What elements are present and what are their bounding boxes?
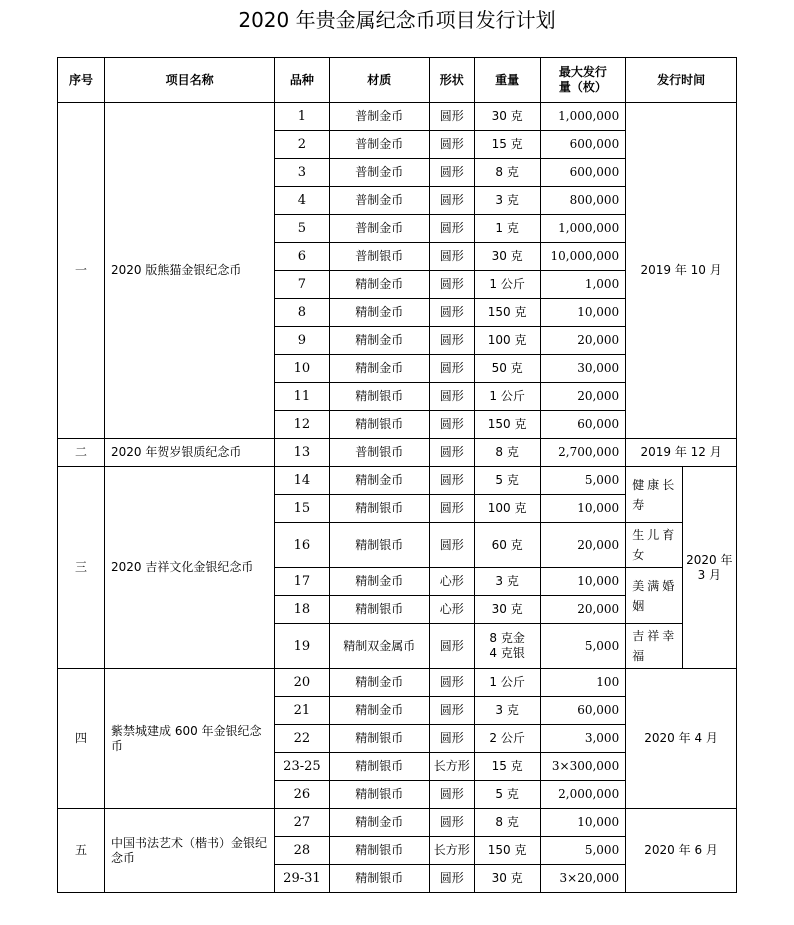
variety-cell: 4 [275,187,329,215]
material-cell: 精制金币 [329,299,429,327]
variety-cell: 13 [275,439,329,467]
header-issue-time: 发行时间 [626,58,737,103]
shape-cell: 圆形 [429,103,474,131]
variety-cell: 15 [275,495,329,523]
variety-cell: 11 [275,383,329,411]
project-seq: 五 [58,809,105,893]
header-material: 材质 [329,58,429,103]
sub-theme-cell: 健康长寿 [626,467,682,523]
max-issue-cell: 800,000 [540,187,626,215]
material-cell: 精制金币 [329,467,429,495]
weight-cell: 8 克 [474,159,540,187]
weight-cell: 1 克 [474,215,540,243]
material-cell: 精制金币 [329,809,429,837]
max-issue-cell: 3,000 [540,725,626,753]
weight-cell: 15 克 [474,753,540,781]
material-cell: 精制银币 [329,837,429,865]
header-name: 项目名称 [105,58,275,103]
issue-plan-table [57,57,737,893]
header-variety: 品种 [275,58,329,103]
material-cell: 精制金币 [329,697,429,725]
shape-cell: 圆形 [429,411,474,439]
max-issue-cell: 20,000 [540,383,626,411]
table-body [58,103,737,893]
max-issue-cell: 20,000 [540,523,626,568]
material-cell: 精制银币 [329,495,429,523]
max-issue-cell: 5,000 [540,467,626,495]
max-issue-cell: 5,000 [540,624,626,669]
weight-cell: 3 克 [474,697,540,725]
weight-cell: 5 克 [474,781,540,809]
max-issue-cell: 10,000,000 [540,243,626,271]
material-cell: 精制银币 [329,411,429,439]
material-cell: 精制银币 [329,523,429,568]
material-cell: 普制金币 [329,187,429,215]
weight-cell: 1 公斤 [474,383,540,411]
table-row [58,467,737,495]
material-cell: 精制银币 [329,725,429,753]
max-issue-cell: 600,000 [540,159,626,187]
shape-cell: 圆形 [429,697,474,725]
weight-cell: 3 克 [474,568,540,596]
variety-cell: 23-25 [275,753,329,781]
weight-cell: 50 克 [474,355,540,383]
weight-cell: 8 克 [474,809,540,837]
project-seq: 一 [58,103,105,439]
variety-cell: 28 [275,837,329,865]
shape-cell: 圆形 [429,299,474,327]
variety-cell: 26 [275,781,329,809]
max-issue-cell: 10,000 [540,568,626,596]
material-cell: 普制金币 [329,103,429,131]
variety-cell: 29-31 [275,865,329,893]
variety-cell: 7 [275,271,329,299]
material-cell: 精制金币 [329,568,429,596]
variety-cell: 21 [275,697,329,725]
shape-cell: 圆形 [429,523,474,568]
sub-theme-cell: 生儿育女 [626,523,682,568]
material-cell: 普制金币 [329,131,429,159]
shape-cell: 圆形 [429,355,474,383]
max-issue-cell: 60,000 [540,411,626,439]
max-issue-cell: 100 [540,669,626,697]
shape-cell: 长方形 [429,837,474,865]
table-row [58,809,737,837]
variety-cell: 8 [275,299,329,327]
material-cell: 精制银币 [329,781,429,809]
variety-cell: 9 [275,327,329,355]
project-name: 2020 版熊猫金银纪念币 [105,103,275,439]
project-name: 2020 吉祥文化金银纪念币 [105,467,275,669]
shape-cell: 心形 [429,568,474,596]
max-issue-cell: 60,000 [540,697,626,725]
weight-cell: 1 公斤 [474,271,540,299]
weight-cell: 150 克 [474,837,540,865]
issue-time-cell: 2020 年 3 月 [682,467,736,669]
variety-cell: 10 [275,355,329,383]
shape-cell: 圆形 [429,781,474,809]
material-cell: 普制银币 [329,243,429,271]
material-cell: 精制银币 [329,596,429,624]
max-issue-cell: 10,000 [540,495,626,523]
material-cell: 普制银币 [329,439,429,467]
page-title: 2020 年贵金属纪念币项目发行计划 [238,8,556,32]
variety-cell: 2 [275,131,329,159]
weight-line: 8 克金 [489,631,525,645]
header-shape: 形状 [429,58,474,103]
weight-cell: 100 克 [474,327,540,355]
weight-cell: 30 克 [474,865,540,893]
max-issue-cell: 10,000 [540,299,626,327]
header-max-issue-line1: 最大发行 [558,65,607,79]
material-cell: 精制银币 [329,383,429,411]
weight-cell: 100 克 [474,495,540,523]
variety-cell: 3 [275,159,329,187]
shape-cell: 圆形 [429,131,474,159]
variety-cell: 19 [275,624,329,669]
variety-cell: 16 [275,523,329,568]
weight-line: 4 克银 [489,646,525,660]
shape-cell: 圆形 [429,809,474,837]
project-name: 中国书法艺术（楷书）金银纪念币 [105,809,275,893]
shape-cell: 圆形 [429,383,474,411]
material-cell: 精制金币 [329,327,429,355]
header-max-issue [540,58,626,103]
weight-cell [474,624,540,669]
weight-cell: 5 克 [474,467,540,495]
issue-time-cell: 2019 年 10 月 [626,103,737,439]
shape-cell: 圆形 [429,271,474,299]
issue-time-cell: 2020 年 6 月 [626,809,737,893]
shape-cell: 圆形 [429,865,474,893]
table-row [58,103,737,131]
project-name: 紫禁城建成 600 年金银纪念币 [105,669,275,809]
max-issue-cell: 3×300,000 [540,753,626,781]
max-issue-cell: 30,000 [540,355,626,383]
material-cell: 精制银币 [329,865,429,893]
shape-cell: 长方形 [429,753,474,781]
project-seq: 二 [58,439,105,467]
shape-cell: 圆形 [429,725,474,753]
shape-cell: 圆形 [429,215,474,243]
table-row [58,669,737,697]
weight-cell: 30 克 [474,243,540,271]
table-row [58,439,737,467]
project-name: 2020 年贺岁银质纪念币 [105,439,275,467]
shape-cell: 圆形 [429,327,474,355]
shape-cell: 心形 [429,596,474,624]
weight-cell: 2 公斤 [474,725,540,753]
header-seq: 序号 [58,58,105,103]
max-issue-cell: 5,000 [540,837,626,865]
variety-cell: 17 [275,568,329,596]
shape-cell: 圆形 [429,243,474,271]
shape-cell: 圆形 [429,439,474,467]
issue-time-cell: 2019 年 12 月 [626,439,737,467]
header-max-issue-line2: 量（枚） [558,80,607,94]
variety-cell: 27 [275,809,329,837]
material-cell: 普制金币 [329,159,429,187]
header-weight: 重量 [474,58,540,103]
shape-cell: 圆形 [429,669,474,697]
max-issue-cell: 20,000 [540,596,626,624]
variety-cell: 6 [275,243,329,271]
weight-cell: 30 克 [474,103,540,131]
variety-cell: 22 [275,725,329,753]
material-cell: 精制金币 [329,355,429,383]
material-cell: 普制金币 [329,215,429,243]
weight-cell: 8 克 [474,439,540,467]
variety-cell: 5 [275,215,329,243]
shape-cell: 圆形 [429,495,474,523]
max-issue-cell: 1,000,000 [540,103,626,131]
shape-cell: 圆形 [429,624,474,669]
weight-cell: 150 克 [474,411,540,439]
max-issue-cell: 1,000,000 [540,215,626,243]
max-issue-cell: 10,000 [540,809,626,837]
weight-cell: 30 克 [474,596,540,624]
material-cell: 精制金币 [329,669,429,697]
issue-time-cell: 2020 年 4 月 [626,669,737,809]
weight-cell: 3 克 [474,187,540,215]
max-issue-cell: 2,700,000 [540,439,626,467]
weight-cell: 60 克 [474,523,540,568]
project-seq: 三 [58,467,105,669]
shape-cell: 圆形 [429,467,474,495]
material-cell: 精制银币 [329,753,429,781]
material-cell: 精制双金属币 [329,624,429,669]
variety-cell: 1 [275,103,329,131]
max-issue-cell: 20,000 [540,327,626,355]
weight-cell: 15 克 [474,131,540,159]
weight-cell: 150 克 [474,299,540,327]
shape-cell: 圆形 [429,159,474,187]
header-row [58,58,737,103]
project-seq: 四 [58,669,105,809]
variety-cell: 12 [275,411,329,439]
max-issue-cell: 1,000 [540,271,626,299]
weight-cell: 1 公斤 [474,669,540,697]
sub-theme-cell: 美满婚姻 [626,568,682,624]
shape-cell: 圆形 [429,187,474,215]
max-issue-cell: 600,000 [540,131,626,159]
sub-theme-cell: 吉祥幸福 [626,624,682,669]
max-issue-cell: 2,000,000 [540,781,626,809]
material-cell: 精制金币 [329,271,429,299]
variety-cell: 20 [275,669,329,697]
variety-cell: 18 [275,596,329,624]
variety-cell: 14 [275,467,329,495]
max-issue-cell: 3×20,000 [540,865,626,893]
